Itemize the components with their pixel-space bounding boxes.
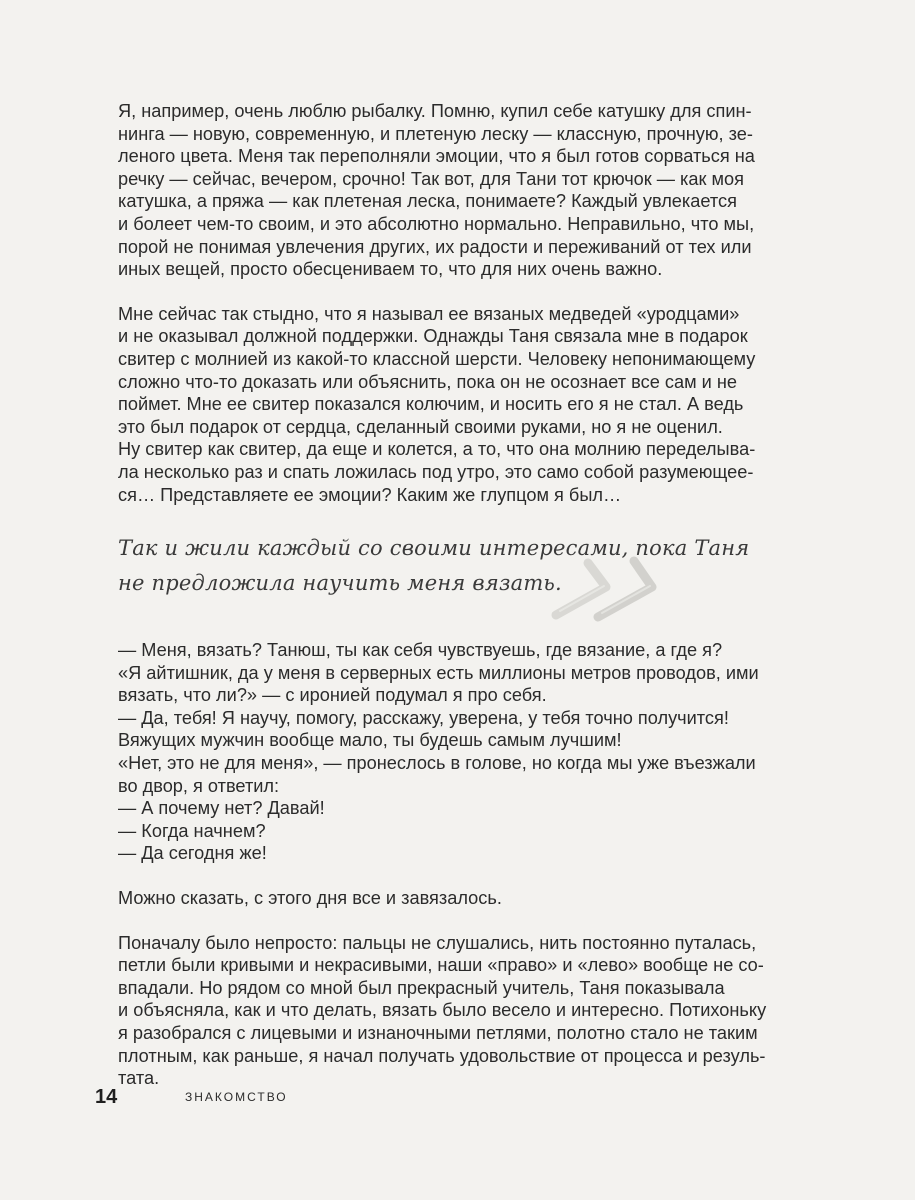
dialogue-block [118,639,758,865]
text-line: это был подарок от сердца, сделанный своими руками, но я не оценил. [118,416,723,437]
paragraph-spacer [118,621,758,639]
text-line: Можно сказать, с этого дня все и завязалось. [118,888,502,909]
page-number: 14 [95,1085,118,1108]
text-line: поймет. Мне ее свитер показался колючим, и носить его я не стал. А ведь [118,394,744,415]
paragraph-spacer [118,910,758,932]
dialogue-line: — Да сегодня же! [118,843,267,864]
text-line: Я, например, очень люблю рыбалку. Помню, купил себе катушку для спин- [118,101,752,121]
dialogue-line: — А почему нет? Давай! [118,798,325,819]
text-line: плотным, как раньше, я начал получать удовольствие от процесса и резуль- [118,1045,766,1066]
text-line: я разобрался с лицевыми и изнаночными петлями, полотно стало не таким [118,1023,758,1043]
text-line: катушка, а пряжа — как плетеная леска, понимаете? Каждый увлекается [118,191,737,212]
text-line: петли были кривыми и некрасивыми, наши «право» и «лево» вообще не со- [118,955,764,976]
dialogue-line: Вяжущих мужчин вообще мало, ты будешь самым лучшим! [118,730,622,751]
quote-line: Так и жили каждый со своими интересами, пока Таня [118,536,750,561]
text-line: Ну свитер как свитер, да еще и колется, а то, что она молнию переделыва- [118,439,756,460]
text-line: и не оказывал должной поддержки. Однажды Таня связала мне в подарок [118,326,748,347]
page-body [118,100,767,1090]
running-head: ЗНАКОМСТВО [185,1090,288,1104]
paragraph-spacer [118,281,758,303]
paragraph-sweater [118,303,758,506]
pull-quote [118,531,758,621]
paragraph-spacer [118,865,758,887]
closing-line [118,887,758,910]
text-line: впадали. Но рядом со мной был прекрасный учитель, Таня показывала [118,977,725,998]
dialogue-line: вязать, что ли?» — с иронией подумал я про себя. [118,685,547,706]
text-line: Поначалу было непросто: пальцы не слушались, нить постоянно путалась, [118,932,757,953]
text-line: порой не понимая увлечения других, их радости и переживаний от тех или [118,236,752,257]
text-line: и объясняла, как и что делать, вязать было весело и интересно. Потихоньку [118,1000,767,1021]
text-line: свитер с молнией из какой-то классной шерсти. Человеку непонимающему [118,348,756,369]
page-footer [95,1083,288,1111]
dialogue-line: «Нет, это не для меня», — пронеслось в голове, но когда мы уже въезжали [118,753,756,774]
text-line: сложно что-то доказать или объяснить, пока он не осознает все сам и не [118,371,737,392]
text-line: Мне сейчас так стыдно, что я называл ее вязаных медведей «уродцами» [118,303,740,324]
dialogue-line: «Я айтишник, да у меня в серверных есть миллионы метров проводов, ими [118,662,759,683]
text-line: тата. [118,1068,160,1089]
quote-line: не предложила научить меня вязать. [118,571,562,596]
paragraph-fishing [118,100,758,281]
dialogue-line: — Да, тебя! Я научу, помогу, расскажу, уверена, у тебя точно получится! [118,707,729,728]
dialogue-line: — Когда начнем? [118,820,266,841]
text-line: леного цвета. Меня так переполняли эмоции, что я был готов сорваться на [118,146,755,167]
text-line: иных вещей, просто обесцениваем то, что для них очень важно. [118,259,663,280]
paragraph-learning [118,932,767,1090]
double-chevron-brush-icon [548,553,678,623]
text-line: ся… Представляете ее эмоции? Каким же глупцом я был… [118,484,622,505]
text-line: нинга — новую, современную, и плетеную леску — классную, прочную, зе- [118,123,753,144]
dialogue-line: во двор, я ответил: [118,775,280,796]
text-line: ла несколько раз и спать ложилась под утро, это само собой разумеющее- [118,461,754,482]
text-line: и болеет чем-то своим, и это абсолютно нормально. Неправильно, что мы, [118,213,755,234]
text-line: речку — сейчас, вечером, срочно! Так вот, для Тани тот крючок — как моя [118,168,744,189]
dialogue-line: — Меня, вязать? Танюш, ты как себя чувствуешь, где вязание, а где я? [118,640,723,661]
